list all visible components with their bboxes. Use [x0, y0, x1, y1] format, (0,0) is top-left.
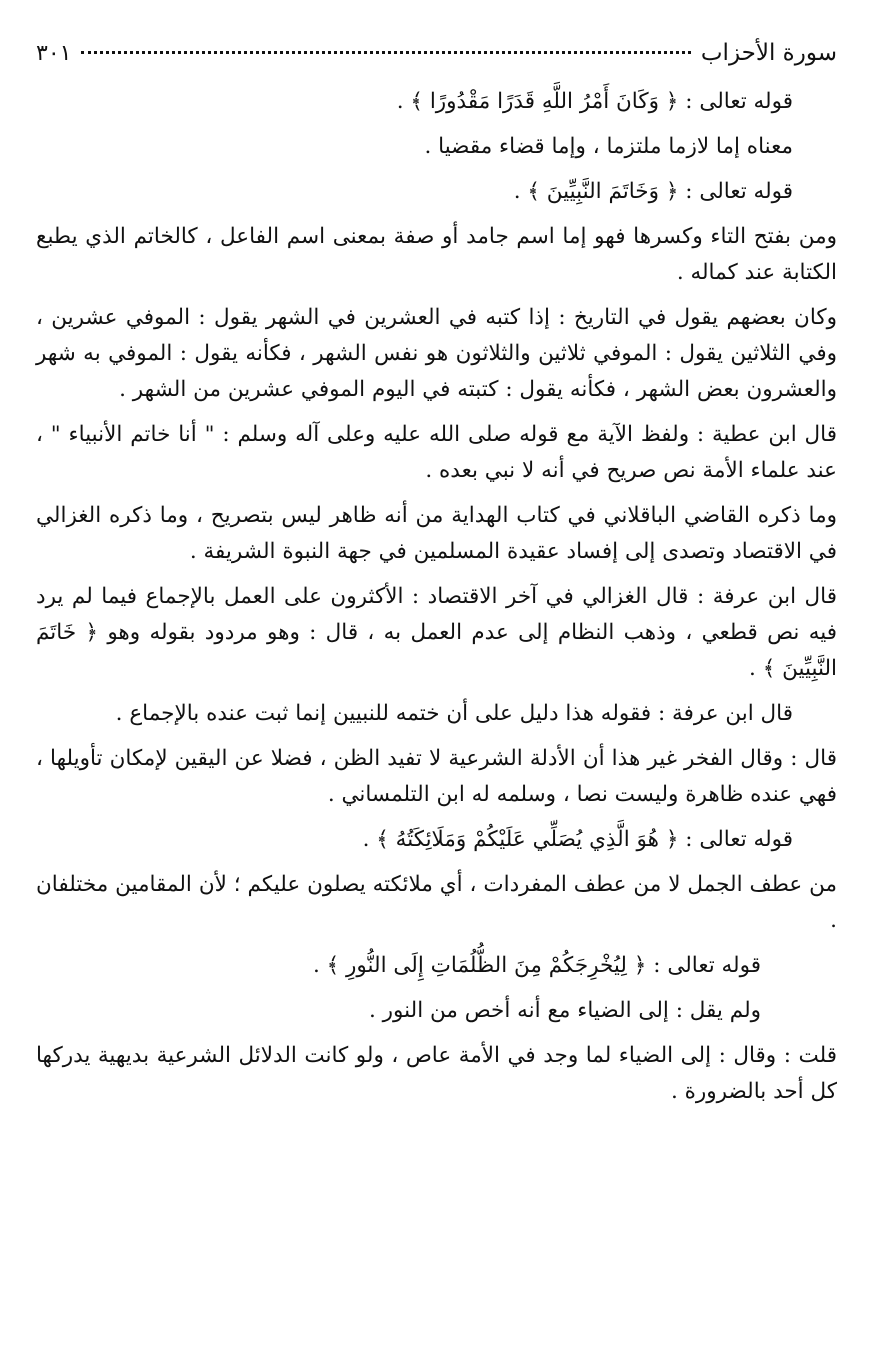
commentary-paragraph: من عطف الجمل لا من عطف المفردات ، أي ملائكته يصلون عليكم ؛ لأن المقامين مختلفان . [36, 872, 837, 933]
commentary-paragraph: وكان بعضهم يقول في التاريخ : إذا كتبه في العشرين في الشهر يقول : الموفي عشرين ، وفي الثلاثين يقول : الموفي ثلاثين والثلاثون هو نفس الشهر ، فكأنه يقول : الموفي به شهر والعشرون بعض الشهر ، فكأنه يقول : كتبته في اليوم الموفي عشرين من الشهر . [36, 305, 837, 402]
page-body [36, 84, 837, 1110]
commentary-paragraph: قلت : وقال : إلى الضياء لما وجد في الأمة عاص ، ولو كانت الدلائل الشرعية بديهية يدركها كل أحد بالضرورة . [36, 1043, 837, 1104]
commentary-paragraph: وما ذكره القاضي الباقلاني في كتاب الهداية من أنه ظاهر ليس بتصريح ، وما ذكره الغزالي في الاقتصاد وتصدى إلى إفساد عقيدة المسلمين في جهة النبوة الشريفة . [36, 503, 837, 564]
commentary-paragraph: ومن بفتح التاء وكسرها فهو إما اسم جامد أو صفة بمعنى اسم الفاعل ، كالخاتم الذي يطبع الكتابة عند كماله . [36, 224, 837, 285]
verse-quote-paragraph: قوله تعالى : ﴿ لِيُخْرِجَكُمْ مِنَ الظُّلُمَاتِ إِلَى النُّورِ ﴾ . [312, 953, 761, 978]
commentary-paragraph: معناه إما لازما ملتزما ، وإما قضاء مقضيا . [424, 134, 793, 159]
commentary-paragraph: قال ابن عرفة : قال الغزالي في آخر الاقتصاد : الأكثرون على العمل بالإجماع فيما لم يرد فيه نص قطعي ، وذهب النظام إلى عدم العمل به ، قال : وهو مردود بقوله وهو ﴿ خَاتَمَ النَّبِيِّينَ ﴾ . [36, 584, 837, 681]
commentary-paragraph: قال ابن عرفة : فقوله هذا دليل على أن ختمه للنبيين إنما ثبت عنده بالإجماع . [115, 701, 793, 726]
commentary-paragraph: قال : وقال الفخر غير هذا أن الأدلة الشرعية لا تفيد الظن ، فضلا عن اليقين لإمكان تأويلها ، فهي عنده ظاهرة وليست نصا ، وسلمه له ابن التلمساني . [36, 746, 837, 807]
commentary-paragraph: ولم يقل : إلى الضياء مع أنه أخص من النور . [369, 998, 761, 1023]
page-number: ٣٠١ [36, 41, 72, 66]
verse-quote-paragraph: قوله تعالى : ﴿ وَخَاتَمَ النَّبِيِّينَ ﴾ . [513, 179, 793, 204]
header-dot-leader [81, 50, 690, 54]
commentary-paragraph: قال ابن عطية : ولفظ الآية مع قوله صلى الله عليه وعلى آله وسلم : " أنا خاتم الأنبياء " ، عند علماء الأمة نص صريح في أنه لا نبي بعده . [36, 422, 837, 483]
surah-title: سورة الأحزاب [700, 40, 837, 66]
verse-quote-paragraph: قوله تعالى : ﴿ هُوَ الَّذِي يُصَلِّي عَلَيْكُمْ وَمَلَائِكَتُهُ ﴾ . [362, 827, 793, 852]
running-header [36, 40, 837, 84]
verse-quote-paragraph: قوله تعالى : ﴿ وَكَانَ أَمْرُ اللَّهِ قَدَرًا مَقْدُورًا ﴾ . [396, 89, 793, 114]
